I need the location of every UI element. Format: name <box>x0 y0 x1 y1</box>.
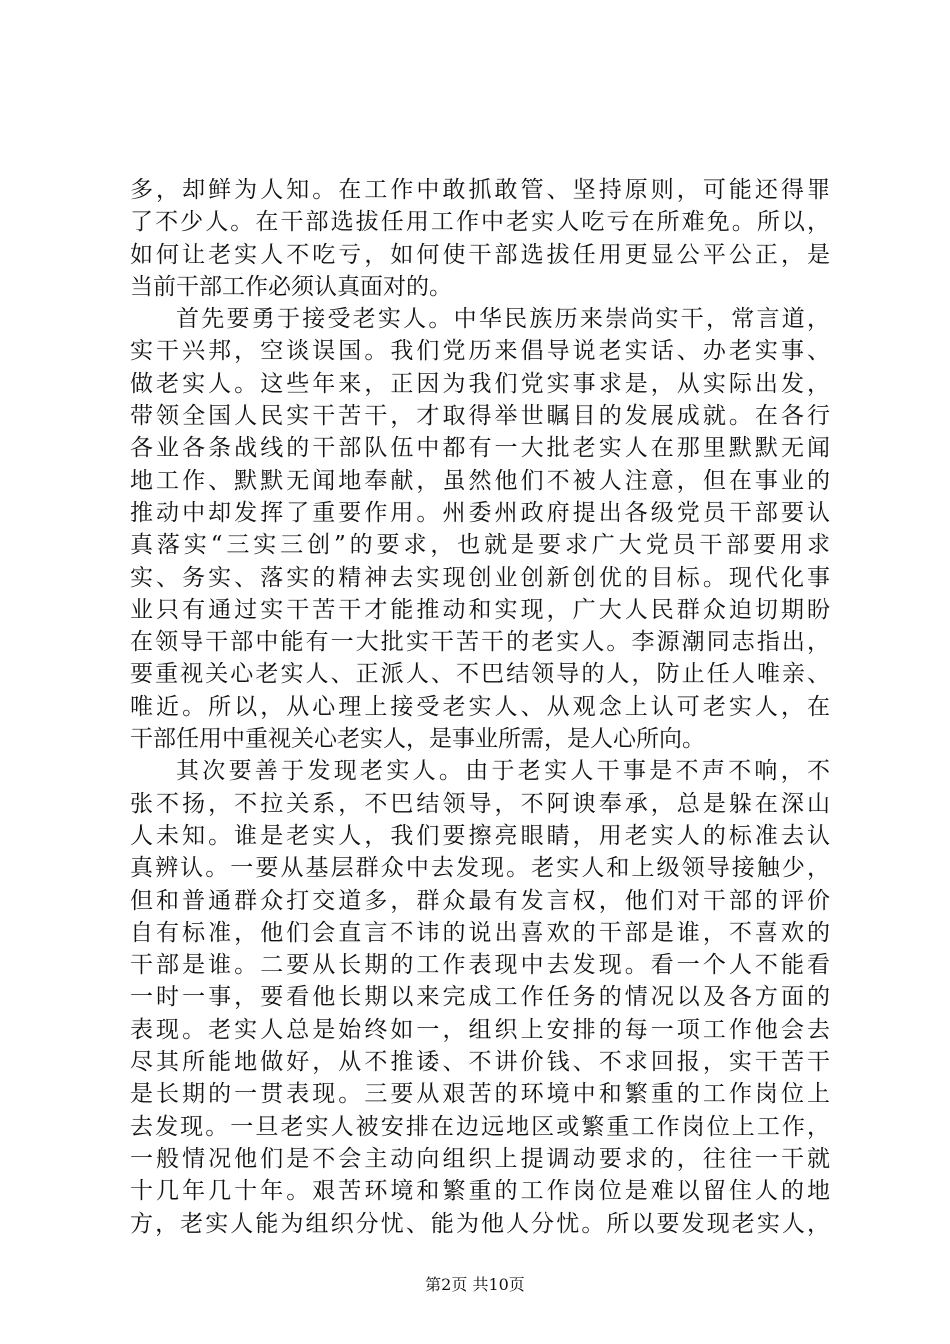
text-line: 要重视关心老实人、正派人、不巴结领导的人，防止任人唯亲、 <box>130 661 830 688</box>
text-line: 业只有通过实干苦干才能推动和实现，广大人民群众迫切期盼 <box>130 596 830 623</box>
text-line: 张不扬，不拉关系，不巴结领导，不阿谀奉承，总是躲在深山 <box>130 790 830 817</box>
text-line: 了不少人。在干部选拔任用工作中老实人吃亏在所难免。所以， <box>130 209 830 236</box>
document-body <box>130 174 830 1240</box>
text-line: 一般情况他们是不会主动向组织上提调动要求的，往往一干就 <box>130 1145 830 1172</box>
paragraph-start-line: 其次要善于发现老实人。由于老实人干事是不声不响，不 <box>176 758 830 785</box>
text-line: 尽其所能地做好，从不推诿、不讲价钱、不求回报，实干苦干 <box>130 1049 830 1076</box>
text-line: 真落实“三实三创”的要求，也就是要求广大党员干部要用求 <box>130 532 830 559</box>
page-footer <box>0 1272 950 1295</box>
text-line: 实干兴邦，空谈误国。我们党历来倡导说老实话、办老实事、 <box>130 338 830 365</box>
text-line: 干部任用中重视关心老实人，是事业所需，是人心所向。 <box>130 726 705 753</box>
text-line: 唯近。所以，从心理上接受老实人、从观念上认可老实人，在 <box>130 693 830 720</box>
text-line: 在领导干部中能有一大批实干苦干的老实人。李源潮同志指出， <box>130 629 830 656</box>
text-line: 各业各条战线的干部队伍中都有一大批老实人在那里默默无闻 <box>130 435 830 462</box>
text-line: 是长期的一贯表现。三要从艰苦的环境中和繁重的工作岗位上 <box>130 1081 830 1108</box>
text-line: 但和普通群众打交道多，群众最有发言权，他们对干部的评价 <box>130 887 830 914</box>
text-line: 如何让老实人不吃亏，如何使干部选拔任用更显公平公正，是 <box>130 241 830 268</box>
text-line: 方，老实人能为组织分忧、能为他人分忧。所以要发现老实人， <box>130 1210 830 1237</box>
text-line: 自有标准，他们会直言不讳的说出喜欢的干部是谁，不喜欢的 <box>130 919 830 946</box>
text-line: 推动中却发挥了重要作用。州委州政府提出各级党员干部要认 <box>130 499 830 526</box>
text-line: 表现。老实人总是始终如一，组织上安排的每一项工作他会去 <box>130 1016 830 1043</box>
text-line: 多，却鲜为人知。在工作中敢抓敢管、坚持原则，可能还得罪 <box>130 177 830 203</box>
text-line: 当前干部工作必须认真面对的。 <box>130 273 452 300</box>
text-line: 去发现。一旦老实人被安排在边远地区或繁重工作岗位上工作， <box>130 1113 830 1140</box>
text-line: 真辨认。一要从基层群众中去发现。老实人和上级领导接触少， <box>130 855 830 882</box>
page-number: 第2页 共10页 <box>425 1275 525 1294</box>
text-line: 一时一事，要看他长期以来完成工作任务的情况以及各方面的 <box>130 984 830 1011</box>
paragraph-start-line: 首先要勇于接受老实人。中华民族历来崇尚实干，常言道， <box>176 306 830 333</box>
text-line: 十几年几十年。艰苦环境和繁重的工作岗位是难以留住人的地 <box>130 1178 830 1205</box>
text-line: 带领全国人民实干苦干，才取得举世瞩目的发展成就。在各行 <box>130 403 830 430</box>
text-line: 地工作、默默无闻地奉献，虽然他们不被人注意，但在事业的 <box>130 467 830 494</box>
text-line: 人未知。谁是老实人，我们要擦亮眼睛，用老实人的标准去认 <box>130 822 830 849</box>
text-line: 做老实人。这些年来，正因为我们党实事求是，从实际出发， <box>130 370 830 397</box>
text-line: 实、务实、落实的精神去实现创业创新创优的目标。现代化事 <box>130 564 830 591</box>
text-line: 干部是谁。二要从长期的工作表现中去发现。看一个人不能看 <box>130 952 830 979</box>
